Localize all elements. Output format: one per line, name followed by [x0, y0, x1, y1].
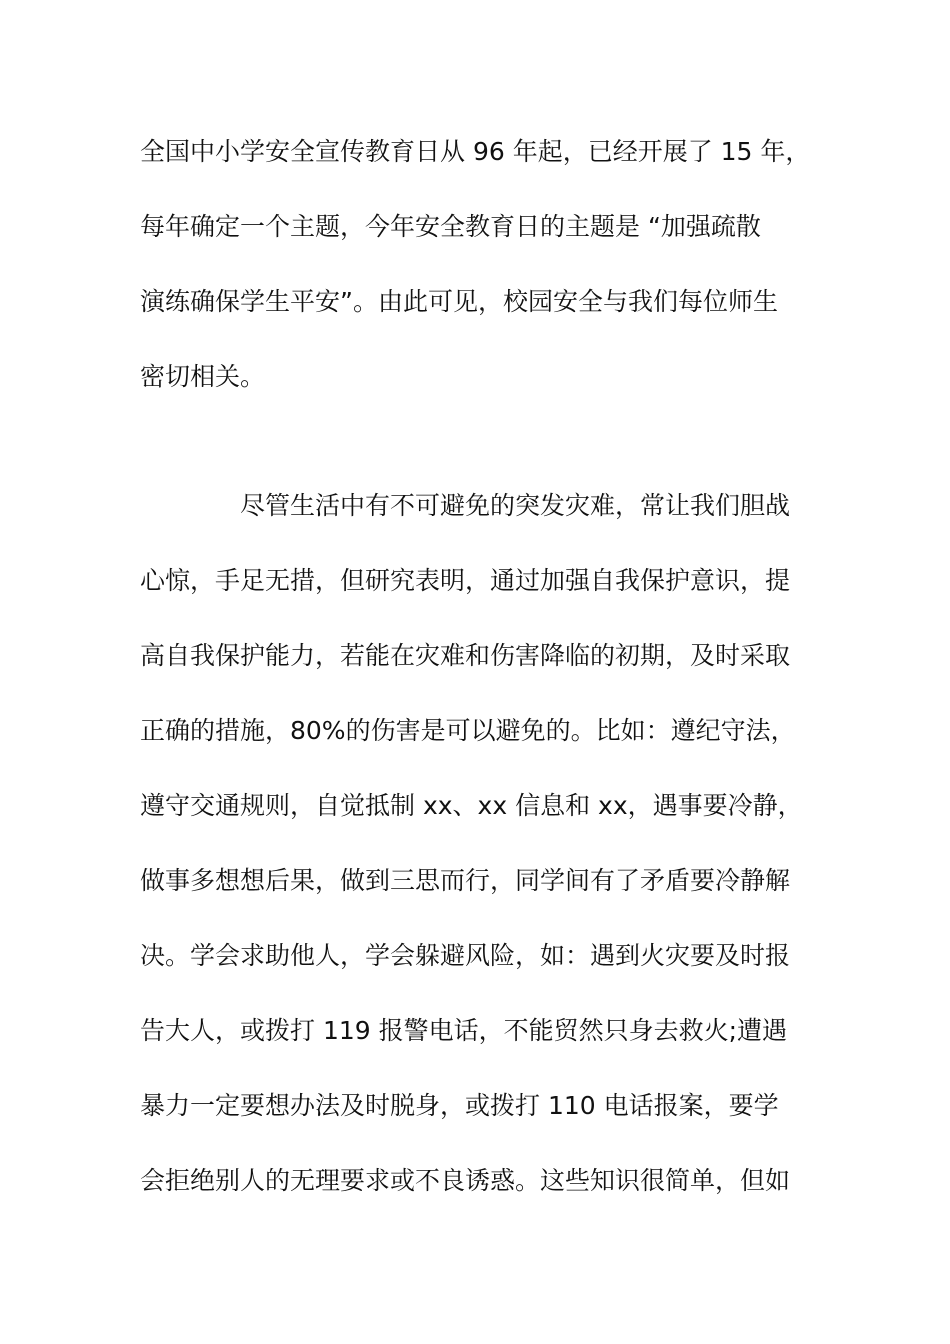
text-line: 决。学会求助他人，学会躲避风险，如：遇到火灾要及时报 — [140, 941, 791, 970]
text-line: 演练确保学生平安”。由此可见，校园安全与我们每位师生 — [140, 287, 778, 316]
text-line: 密切相关。 — [140, 362, 266, 391]
text-line: 尽管生活中有不可避免的突发灾难，常让我们胆战 — [240, 491, 791, 520]
text-line: 暴力一定要想办法及时脱身，或拨打 110 电话报案，要学 — [140, 1091, 779, 1120]
text-line: 正确的措施，80%的伤害是可以避免的。比如：遵纪守法， — [140, 716, 796, 745]
text-line: 全国中小学安全宣传教育日从 96 年起，已经开展了 15 年， — [140, 137, 811, 166]
paragraph-2 — [140, 468, 840, 1218]
text-line: 告大人，或拨打 119 报警电话，不能贸然只身去救火;遭遇 — [140, 1016, 788, 1045]
text-line: 遵守交通规则，自觉抵制 xx、xx 信息和 xx，遇事要冷静， — [140, 791, 803, 820]
paragraph-1 — [140, 114, 840, 414]
text-line: 高自我保护能力，若能在灾难和伤害降临的初期，及时采取 — [140, 641, 791, 670]
text-line: 每年确定一个主题，今年安全教育日的主题是 “加强疏散 — [140, 212, 761, 241]
text-line: 会拒绝别人的无理要求或不良诱惑。这些知识很简单，但如 — [140, 1166, 791, 1195]
text-line: 做事多想想后果，做到三思而行，同学间有了矛盾要冷静解 — [140, 866, 791, 895]
text-line: 心惊，手足无措，但研究表明，通过加强自我保护意识，提 — [140, 566, 791, 595]
